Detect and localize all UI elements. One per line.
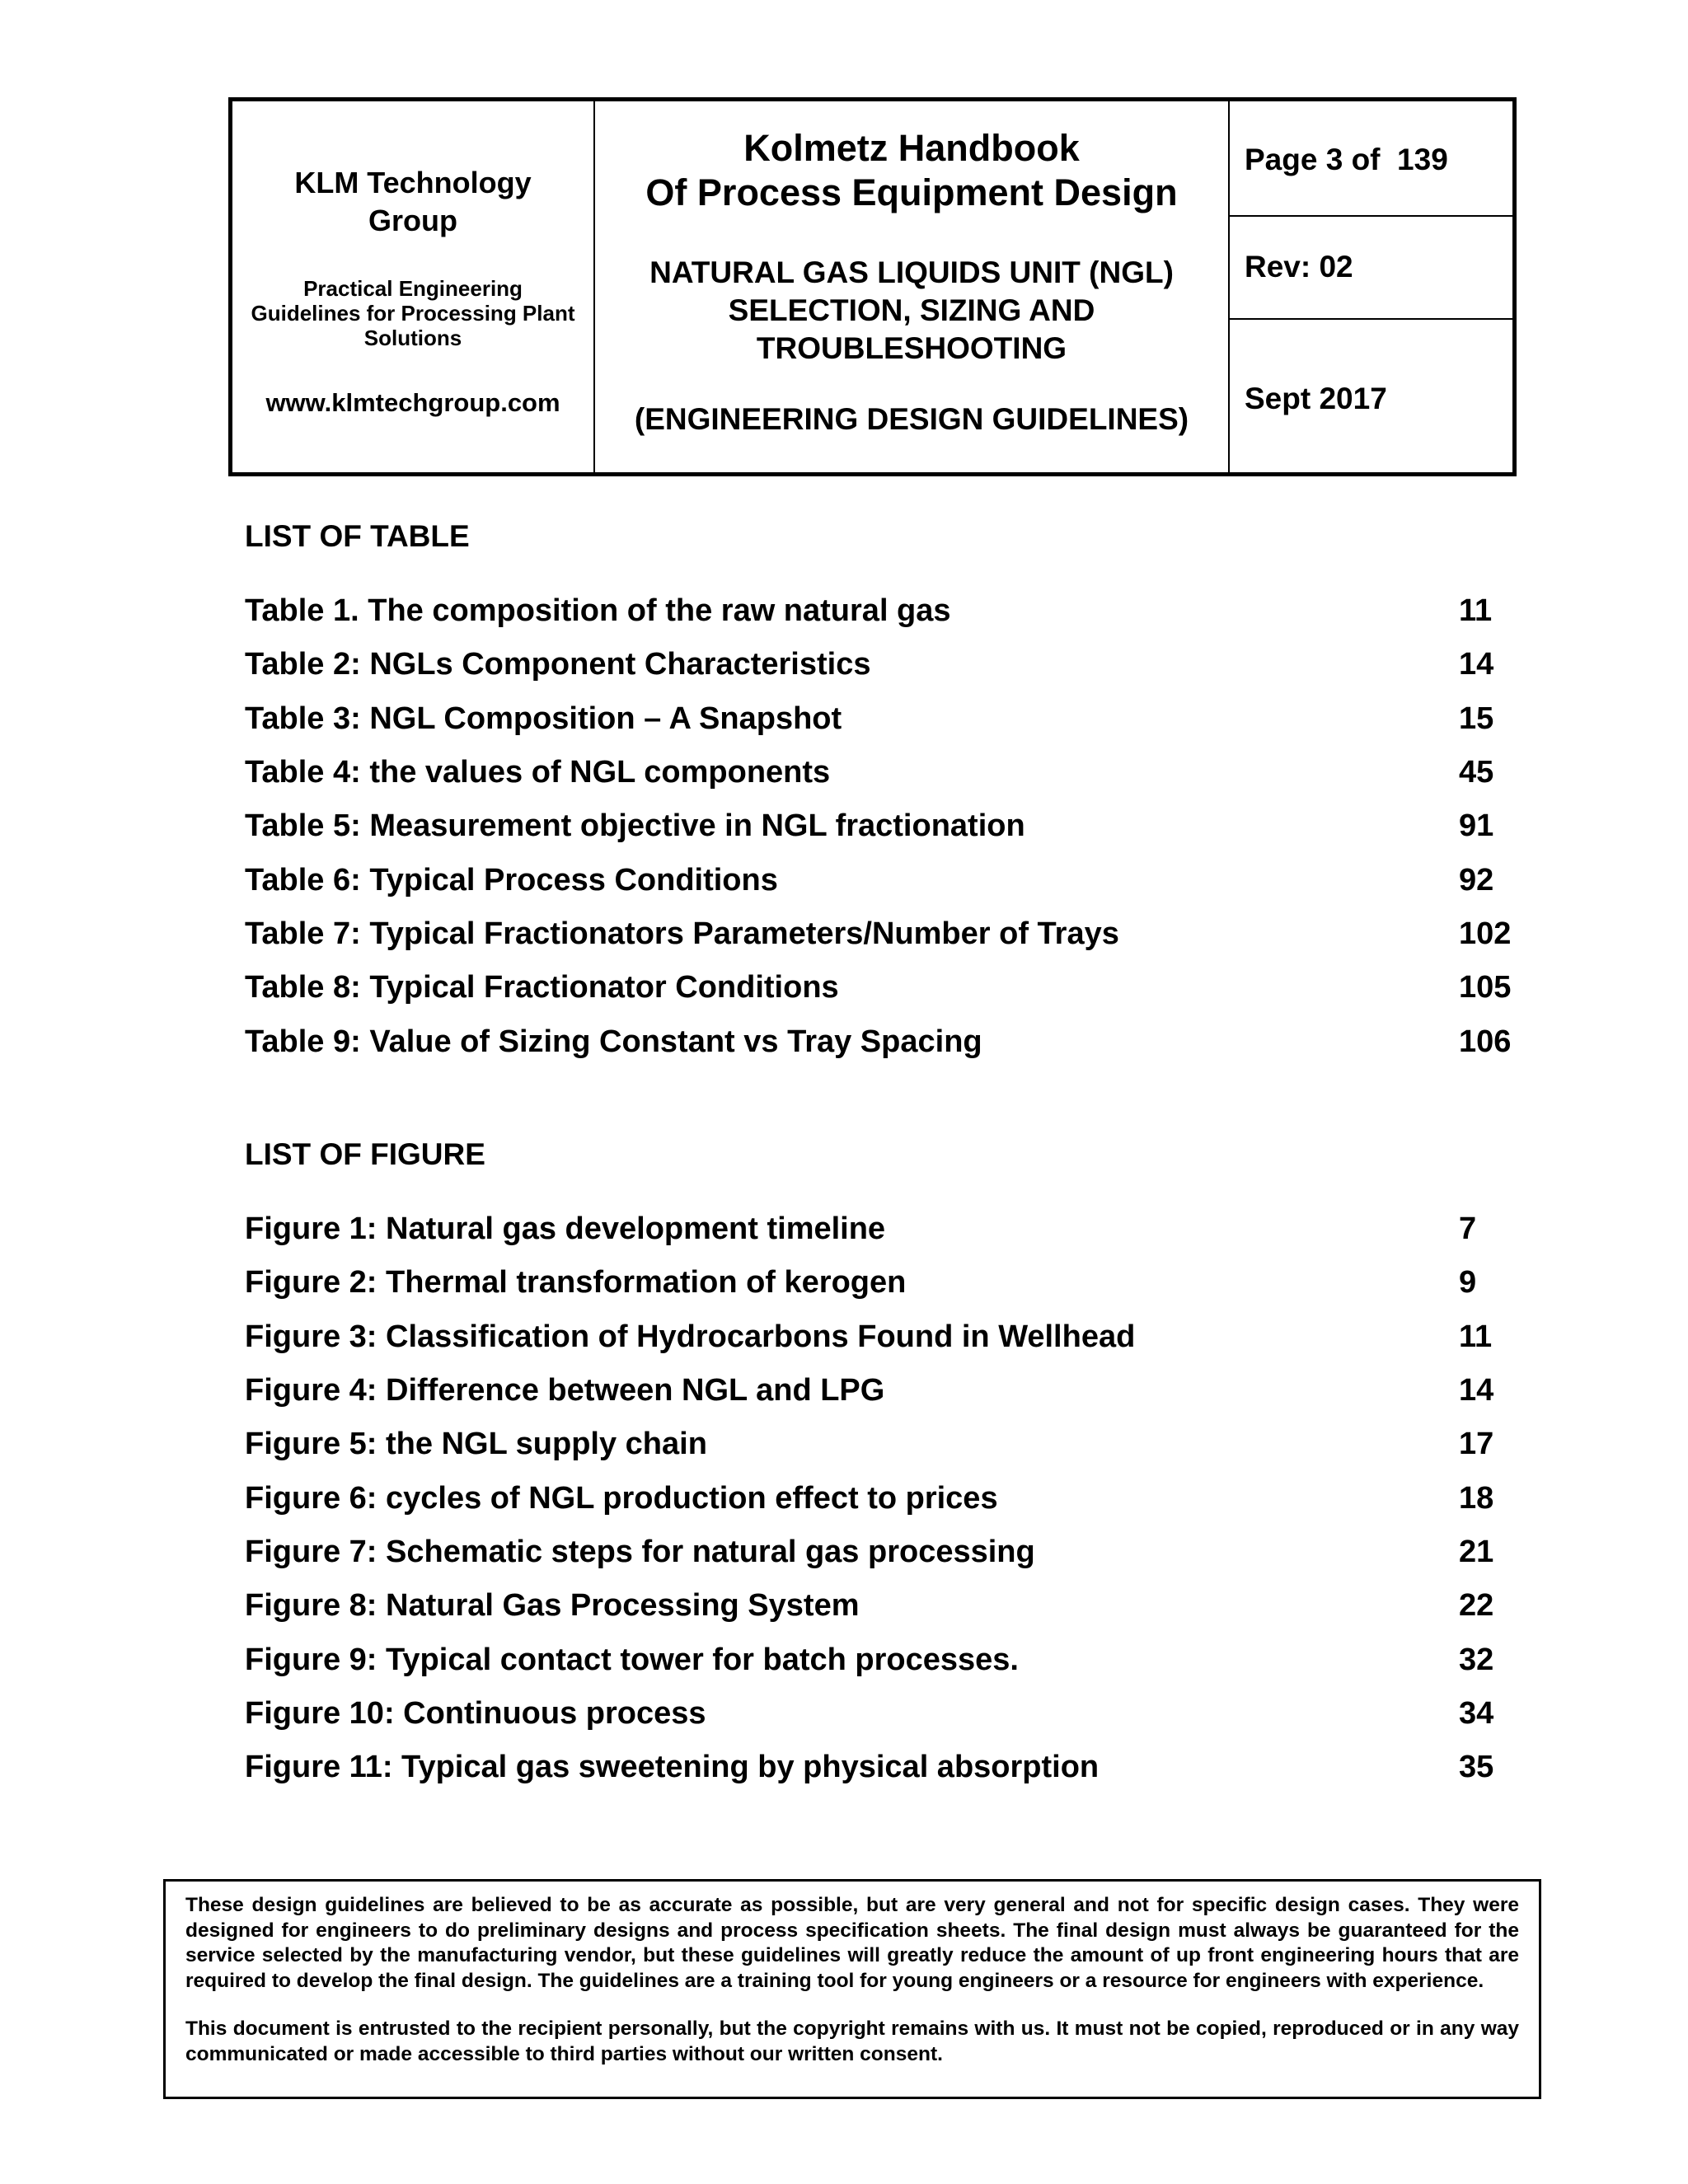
list-item[interactable] bbox=[245, 907, 1518, 961]
list-item[interactable] bbox=[245, 1256, 1518, 1310]
list-item[interactable] bbox=[245, 1310, 1518, 1364]
list-item[interactable] bbox=[245, 853, 1518, 907]
list-item-page: 14 bbox=[1459, 647, 1494, 682]
list-item-label: Figure 1: Natural gas development timeline bbox=[245, 1212, 886, 1247]
list-item-page: 34 bbox=[1459, 1695, 1494, 1731]
list-item-label: Table 3: NGL Composition – A Snapshot bbox=[245, 701, 842, 736]
list-item[interactable] bbox=[245, 961, 1518, 1015]
company-tagline: Practical Engineering Guidelines for Processing Plant Solutions bbox=[251, 276, 575, 350]
revision: Rev: 02 bbox=[1230, 217, 1512, 320]
list-item[interactable] bbox=[245, 1418, 1518, 1471]
list-item[interactable] bbox=[245, 1633, 1518, 1686]
revision-date: Sept 2017 bbox=[1245, 382, 1387, 415]
list-item-label: Figure 3: Classification of Hydrocarbons Found in Wellhead bbox=[245, 1319, 1136, 1354]
list-of-figures bbox=[245, 1202, 1518, 1794]
list-item-page: 32 bbox=[1459, 1642, 1494, 1677]
list-item-page: 11 bbox=[1459, 1319, 1493, 1354]
list-item-page: 15 bbox=[1459, 701, 1494, 736]
list-item[interactable] bbox=[245, 1526, 1518, 1579]
list-item-page: 9 bbox=[1459, 1265, 1477, 1301]
company-website: www.klmtechgroup.com bbox=[265, 388, 560, 417]
list-item-page: 102 bbox=[1459, 916, 1512, 951]
list-item-page: 22 bbox=[1459, 1588, 1494, 1624]
list-item[interactable] bbox=[245, 1687, 1518, 1741]
list-item-label: Table 7: Typical Fractionators Parameters/Number of Trays bbox=[245, 916, 1119, 951]
list-item-page: 35 bbox=[1459, 1750, 1494, 1785]
list-item-label: Table 9: Value of Sizing Constant vs Tray Spacing bbox=[245, 1024, 982, 1059]
document-header bbox=[228, 97, 1517, 476]
list-of-figures-title: LIST OF FIGURE bbox=[245, 1137, 485, 1171]
list-item-label: Figure 9: Typical contact tower for batch processes. bbox=[245, 1642, 1019, 1677]
copyright-paragraph: This document is entrusted to the recipient personally, but the copyright remains with us. It must not be copied, reproduced or in any way communicated or made accessible to third parties without our written consent. bbox=[185, 2018, 1519, 2065]
header-company-cell bbox=[232, 101, 595, 472]
list-item[interactable] bbox=[245, 1579, 1518, 1633]
header-meta-cell bbox=[1230, 101, 1512, 472]
list-item-page: 14 bbox=[1459, 1373, 1494, 1408]
header-title-cell bbox=[595, 101, 1230, 472]
handbook-title: Kolmetz Handbook Of Process Equipment Design bbox=[645, 127, 1178, 213]
list-item-page: 18 bbox=[1459, 1480, 1494, 1516]
list-item[interactable] bbox=[245, 1202, 1518, 1256]
list-item-page: 92 bbox=[1459, 862, 1494, 898]
list-item-page: 7 bbox=[1459, 1212, 1477, 1247]
list-item[interactable] bbox=[245, 1741, 1518, 1794]
list-item[interactable] bbox=[245, 746, 1518, 799]
list-item-label: Table 8: Typical Fractionator Conditions bbox=[245, 970, 839, 1005]
list-item-page: 45 bbox=[1459, 755, 1494, 790]
list-item-label: Figure 8: Natural Gas Processing System bbox=[245, 1588, 860, 1624]
list-item[interactable] bbox=[245, 584, 1518, 638]
list-item-label: Figure 10: Continuous process bbox=[245, 1695, 706, 1731]
company-name: KLM Technology Group bbox=[294, 166, 532, 237]
list-item-label: Figure 2: Thermal transformation of kerogen bbox=[245, 1265, 907, 1301]
list-of-tables-title: LIST OF TABLE bbox=[245, 519, 470, 553]
list-item-label: Table 5: Measurement objective in NGL fractionation bbox=[245, 808, 1025, 844]
list-item-label: Table 2: NGLs Component Characteristics bbox=[245, 647, 871, 682]
list-item-label: Table 6: Typical Process Conditions bbox=[245, 862, 778, 898]
list-item-page: 105 bbox=[1459, 970, 1512, 1005]
list-item-label: Figure 7: Schematic steps for natural gas processing bbox=[245, 1534, 1035, 1569]
list-item[interactable] bbox=[245, 638, 1518, 691]
list-item-label: Table 1. The composition of the raw natural gas bbox=[245, 593, 951, 629]
list-item-page: 21 bbox=[1459, 1534, 1494, 1569]
list-item-page: 91 bbox=[1459, 808, 1494, 844]
document-subject: NATURAL GAS LIQUIDS UNIT (NGL) SELECTION, SIZING AND TROUBLESHOOTING bbox=[649, 255, 1174, 365]
list-item-label: Figure 5: the NGL supply chain bbox=[245, 1427, 707, 1462]
list-item[interactable] bbox=[245, 692, 1518, 746]
document-type: (ENGINEERING DESIGN GUIDELINES) bbox=[634, 402, 1189, 436]
list-item[interactable] bbox=[245, 1364, 1518, 1418]
list-item[interactable] bbox=[245, 1471, 1518, 1525]
list-item-page: 11 bbox=[1459, 593, 1493, 629]
list-item-label: Figure 6: cycles of NGL production effect to prices bbox=[245, 1480, 998, 1516]
list-item-page: 106 bbox=[1459, 1024, 1512, 1059]
list-item-label: Figure 11: Typical gas sweetening by physical absorption bbox=[245, 1750, 1100, 1785]
disclaimer-paragraph: These design guidelines are believed to be as accurate as possible, but are very general and not for specific design cases. They were designed for engineers to do preliminary designs and process specification sheets. The final design must always be guaranteed for the service selected by the manufacturing vendor, but these guidelines will greatly reduce the amount of up front engineering hours that are required to develop the final design. The guidelines are a training tool for young engineers or a resource for engineers with experience. bbox=[185, 1894, 1519, 1992]
list-item[interactable] bbox=[245, 1015, 1518, 1068]
list-item-label: Table 4: the values of NGL components bbox=[245, 755, 831, 790]
list-item-label: Figure 4: Difference between NGL and LPG bbox=[245, 1373, 885, 1408]
list-item[interactable] bbox=[245, 799, 1518, 853]
list-of-tables bbox=[245, 584, 1518, 1069]
disclaimer-box bbox=[163, 1879, 1541, 2099]
list-item-page: 17 bbox=[1459, 1427, 1494, 1462]
page-number: Page 3 of 139 bbox=[1230, 101, 1512, 217]
